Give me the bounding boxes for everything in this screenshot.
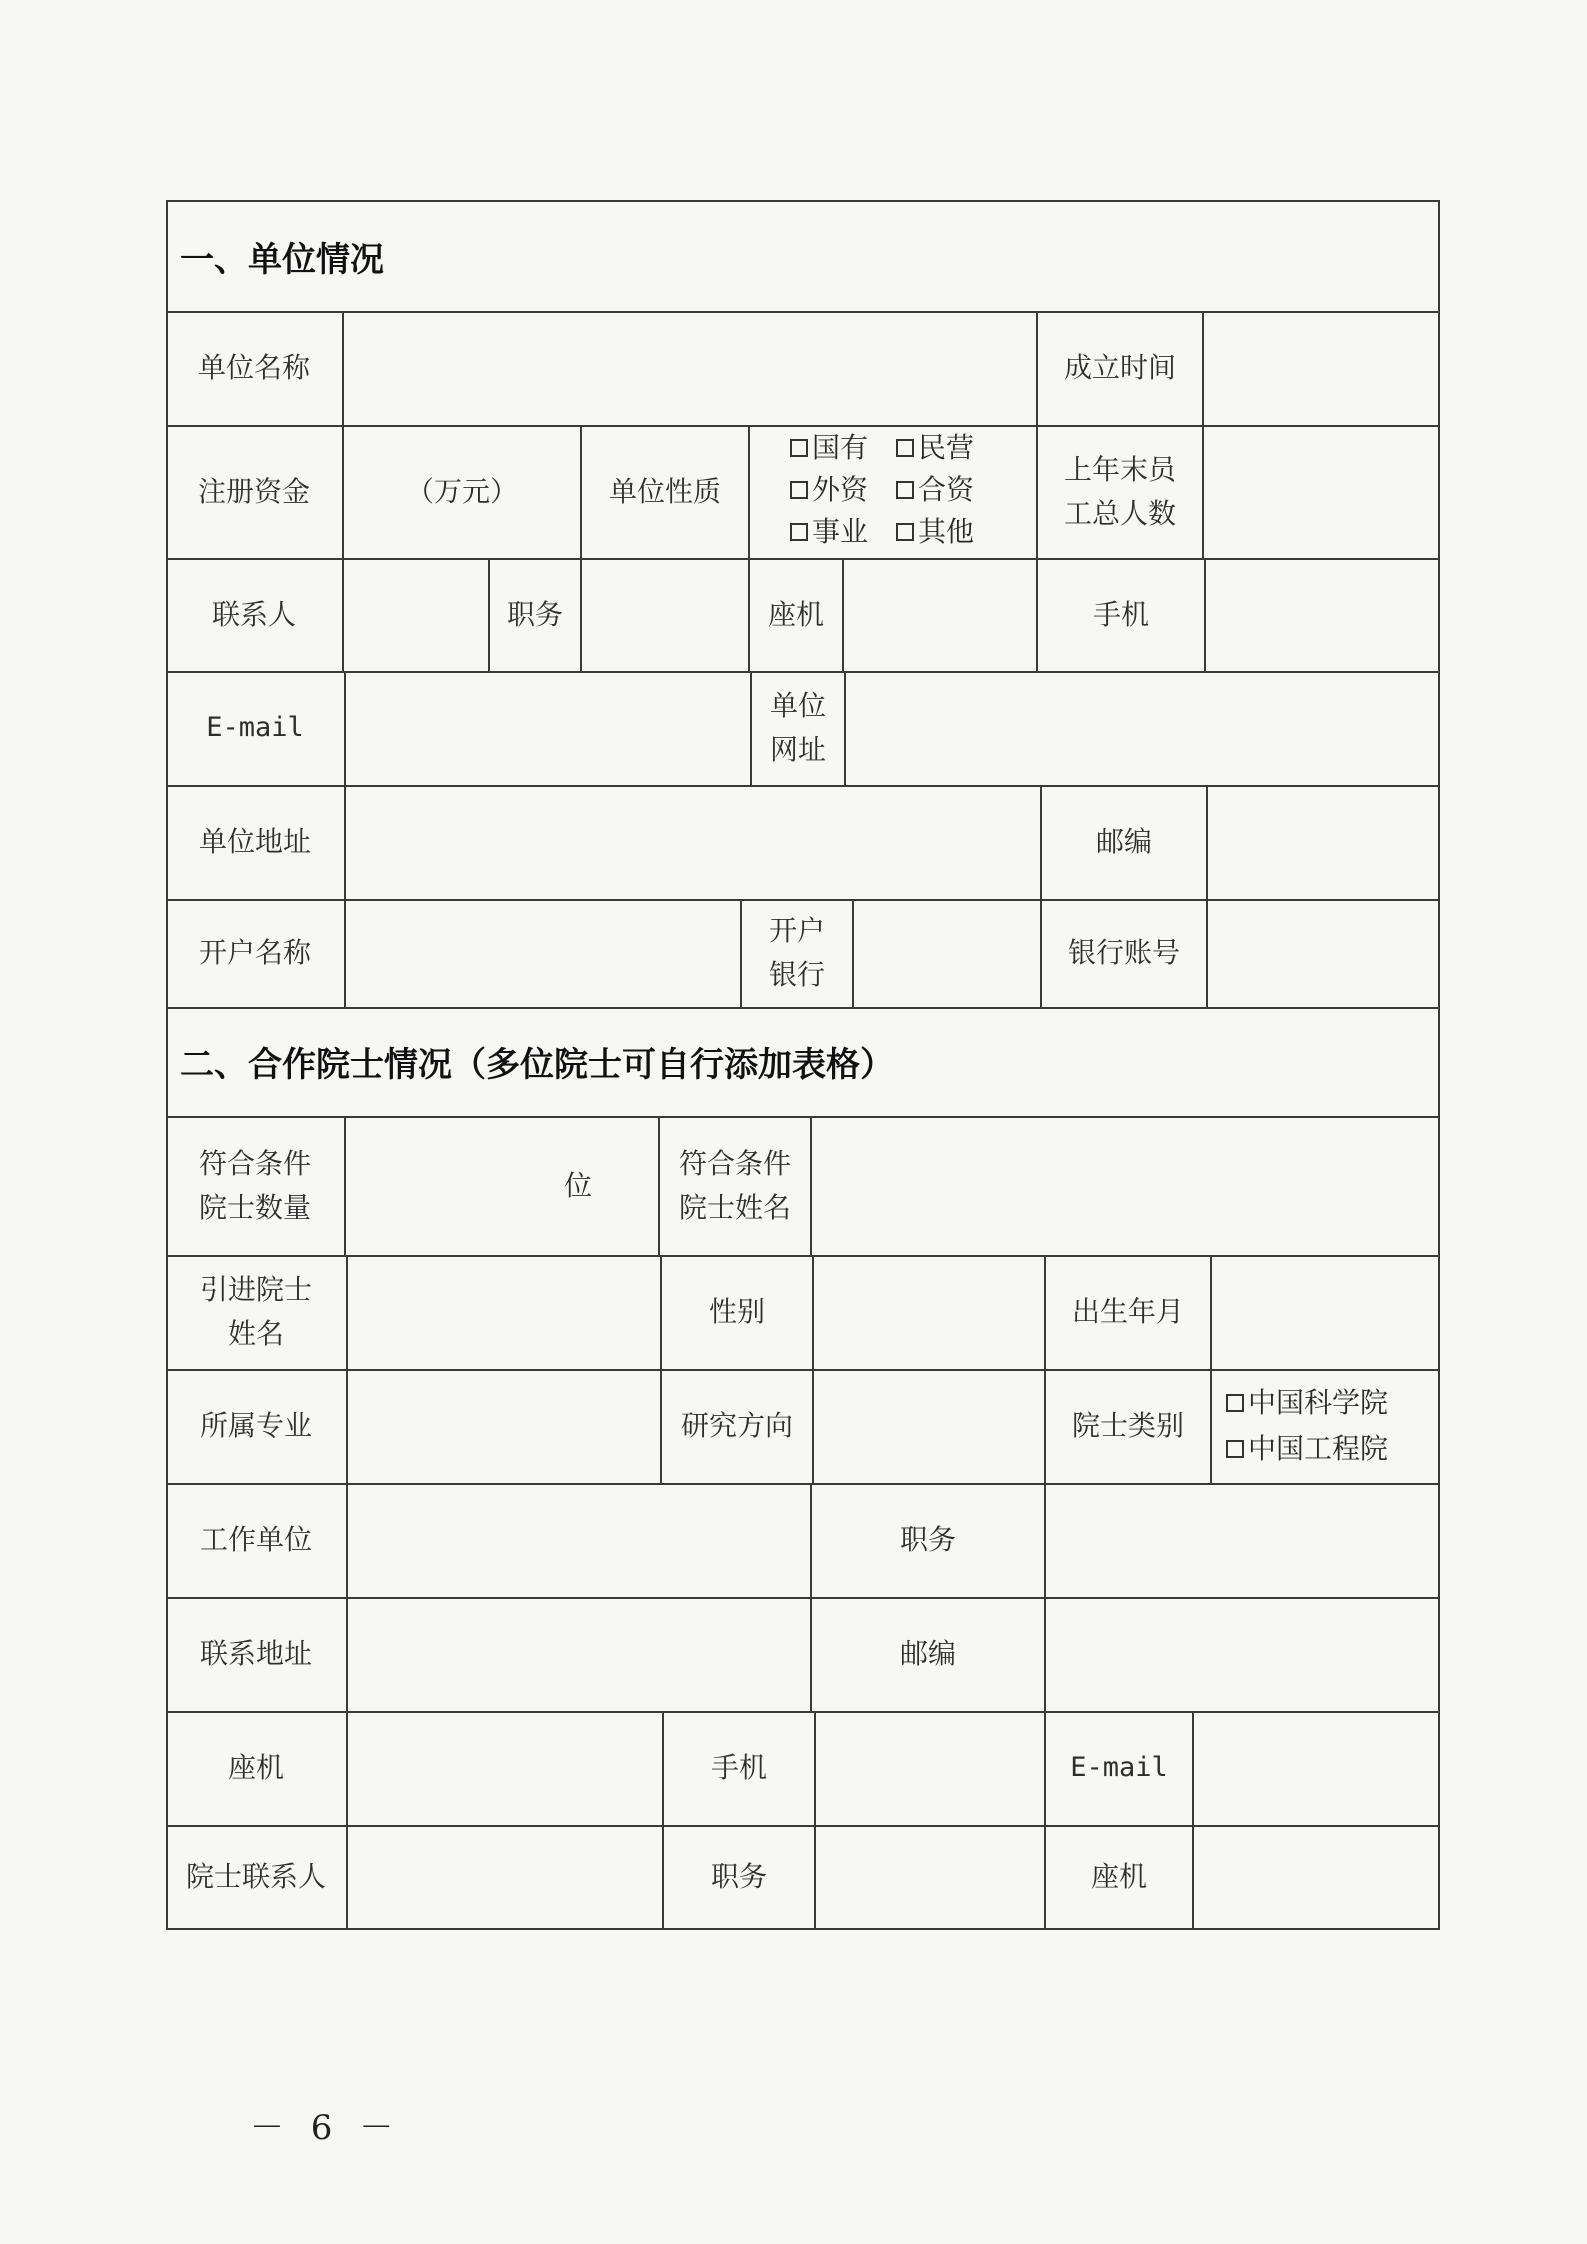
- account-name-field[interactable]: [346, 899, 740, 1007]
- nature-option-private[interactable]: [896, 428, 974, 468]
- research-label: 研究方向: [680, 1409, 793, 1442]
- checkbox-icon: [896, 439, 914, 457]
- liaison-label: 院士联系人: [185, 1860, 326, 1893]
- email-field[interactable]: [346, 671, 750, 785]
- website-field[interactable]: [846, 671, 1438, 785]
- table-border-right: [1438, 200, 1440, 1930]
- introduced-name-field[interactable]: [348, 1255, 660, 1369]
- qualified-names-label-line2: 院士姓名: [678, 1190, 791, 1224]
- position-label: 职务: [899, 1523, 956, 1556]
- address-field[interactable]: [346, 785, 1040, 899]
- contact-address-label: 联系地址: [199, 1637, 312, 1670]
- mobile-field[interactable]: [1206, 558, 1438, 671]
- academician-landline-field[interactable]: [348, 1711, 662, 1825]
- contact-position-field[interactable]: [582, 558, 748, 671]
- staff-count-label: [1038, 425, 1202, 558]
- section1-title: 一、单位情况: [180, 239, 384, 280]
- checkbox-icon: [790, 439, 808, 457]
- introduced-name-label-line1: 引进院士: [199, 1273, 312, 1306]
- checkbox-icon: [896, 523, 914, 541]
- qualified-names-label: [660, 1116, 810, 1255]
- count-unit: 位: [564, 1168, 593, 1202]
- option-label: 国有: [812, 431, 869, 464]
- contact-label: 联系人: [211, 597, 296, 631]
- liaison-landline-field[interactable]: [1194, 1825, 1438, 1929]
- nature-option-institution[interactable]: [790, 512, 868, 552]
- nature-option-joint[interactable]: [896, 470, 974, 510]
- qualified-names-label-line1: 符合条件: [678, 1146, 791, 1180]
- staff-count-field[interactable]: [1204, 425, 1438, 558]
- unit-name-label: 单位名称: [197, 351, 310, 384]
- landline-label: 座机: [767, 597, 824, 631]
- bank-label-line2: 银行: [768, 958, 825, 991]
- contact-field[interactable]: [344, 558, 488, 671]
- qualified-count-label: [166, 1116, 344, 1255]
- website-label-line2: 网址: [769, 733, 826, 766]
- workplace-field[interactable]: [348, 1483, 810, 1597]
- address-label: 单位地址: [198, 825, 311, 858]
- email-label: E-mail: [206, 712, 304, 743]
- qualified-count-label-line2: 院士数量: [198, 1190, 311, 1224]
- category-options: [1226, 1380, 1388, 1472]
- academician-mobile-field[interactable]: [816, 1711, 1044, 1825]
- postcode-label-2: 邮编: [899, 1637, 956, 1670]
- col-divider: [1210, 1369, 1212, 1483]
- workplace-label: 工作单位: [199, 1523, 312, 1556]
- academician-email-field[interactable]: [1194, 1711, 1438, 1825]
- section2-title: 二、合作院士情况（多位院士可自行添加表格）: [180, 1045, 894, 1085]
- option-label: 中国工程院: [1248, 1432, 1389, 1465]
- liaison-position-label: 职务: [710, 1860, 767, 1893]
- qualified-names-field[interactable]: [812, 1116, 1438, 1255]
- qualified-count-field[interactable]: [346, 1116, 658, 1255]
- liaison-landline-label: 座机: [1090, 1860, 1147, 1893]
- bank-account-label: 银行账号: [1067, 936, 1180, 969]
- unit-name-field[interactable]: [344, 311, 1036, 425]
- option-label: 民营: [918, 431, 975, 464]
- mobile-label: 手机: [1092, 597, 1149, 631]
- checkbox-icon: [1226, 1394, 1244, 1412]
- qualified-count-label-line1: 符合条件: [198, 1146, 311, 1180]
- contact-address-field[interactable]: [348, 1597, 810, 1711]
- account-name-label: 开户名称: [198, 936, 311, 969]
- application-form-table: [166, 200, 1440, 1930]
- option-label: 合资: [918, 473, 975, 506]
- page-number: － 6 －: [250, 2108, 402, 2148]
- position-field[interactable]: [1046, 1483, 1438, 1597]
- postcode-field[interactable]: [1208, 785, 1438, 899]
- research-field[interactable]: [814, 1369, 1044, 1483]
- option-label: 外资: [812, 473, 869, 506]
- unit-nature-options: [790, 428, 974, 552]
- liaison-position-field[interactable]: [816, 1825, 1044, 1929]
- checkbox-icon: [790, 523, 808, 541]
- academician-landline-label: 座机: [227, 1751, 284, 1784]
- birth-field[interactable]: [1212, 1255, 1438, 1369]
- option-label: 事业: [812, 515, 869, 548]
- academician-mobile-label: 手机: [710, 1751, 767, 1784]
- introduced-name-label: [166, 1255, 346, 1369]
- nature-option-state-owned[interactable]: [790, 428, 868, 468]
- established-label: 成立时间: [1063, 351, 1176, 384]
- checkbox-icon: [896, 481, 914, 499]
- bank-account-field[interactable]: [1208, 899, 1438, 1007]
- reg-capital-field[interactable]: （万元）: [405, 474, 518, 508]
- checkbox-icon: [790, 481, 808, 499]
- contact-position-label: 职务: [506, 597, 563, 631]
- bank-label-line1: 开户: [768, 914, 825, 947]
- liaison-field[interactable]: [348, 1825, 662, 1929]
- checkbox-icon: [1226, 1440, 1244, 1458]
- staff-count-label-line1: 上年末员: [1063, 452, 1176, 486]
- gender-field[interactable]: [814, 1255, 1044, 1369]
- nature-option-other[interactable]: [896, 512, 974, 552]
- nature-option-foreign[interactable]: [790, 470, 868, 510]
- reg-capital-label: 注册资金: [197, 474, 310, 508]
- specialty-label: 所属专业: [199, 1409, 312, 1442]
- website-label-line1: 单位: [769, 689, 826, 722]
- category-option-cae[interactable]: [1226, 1426, 1388, 1472]
- option-label: 其他: [918, 515, 975, 548]
- established-field[interactable]: [1204, 311, 1438, 425]
- bank-label: [742, 899, 852, 1007]
- unit-nature-label: 单位性质: [608, 474, 721, 508]
- landline-field[interactable]: [844, 558, 1036, 671]
- postcode-field-2[interactable]: [1046, 1597, 1438, 1711]
- introduced-name-label-line2: 姓名: [227, 1317, 284, 1350]
- postcode-label: 邮编: [1095, 825, 1152, 858]
- academician-email-label: E-mail: [1070, 1752, 1168, 1783]
- gender-label: 性别: [708, 1295, 765, 1328]
- bank-field[interactable]: [854, 899, 1040, 1007]
- category-option-cas[interactable]: [1226, 1380, 1388, 1426]
- specialty-field[interactable]: [348, 1369, 660, 1483]
- staff-count-label-line2: 工总人数: [1063, 496, 1176, 530]
- col-divider: [748, 425, 750, 558]
- category-label: 院士类别: [1071, 1409, 1184, 1442]
- birth-label: 出生年月: [1071, 1295, 1184, 1328]
- option-label: 中国科学院: [1248, 1386, 1389, 1419]
- website-label: [752, 671, 844, 785]
